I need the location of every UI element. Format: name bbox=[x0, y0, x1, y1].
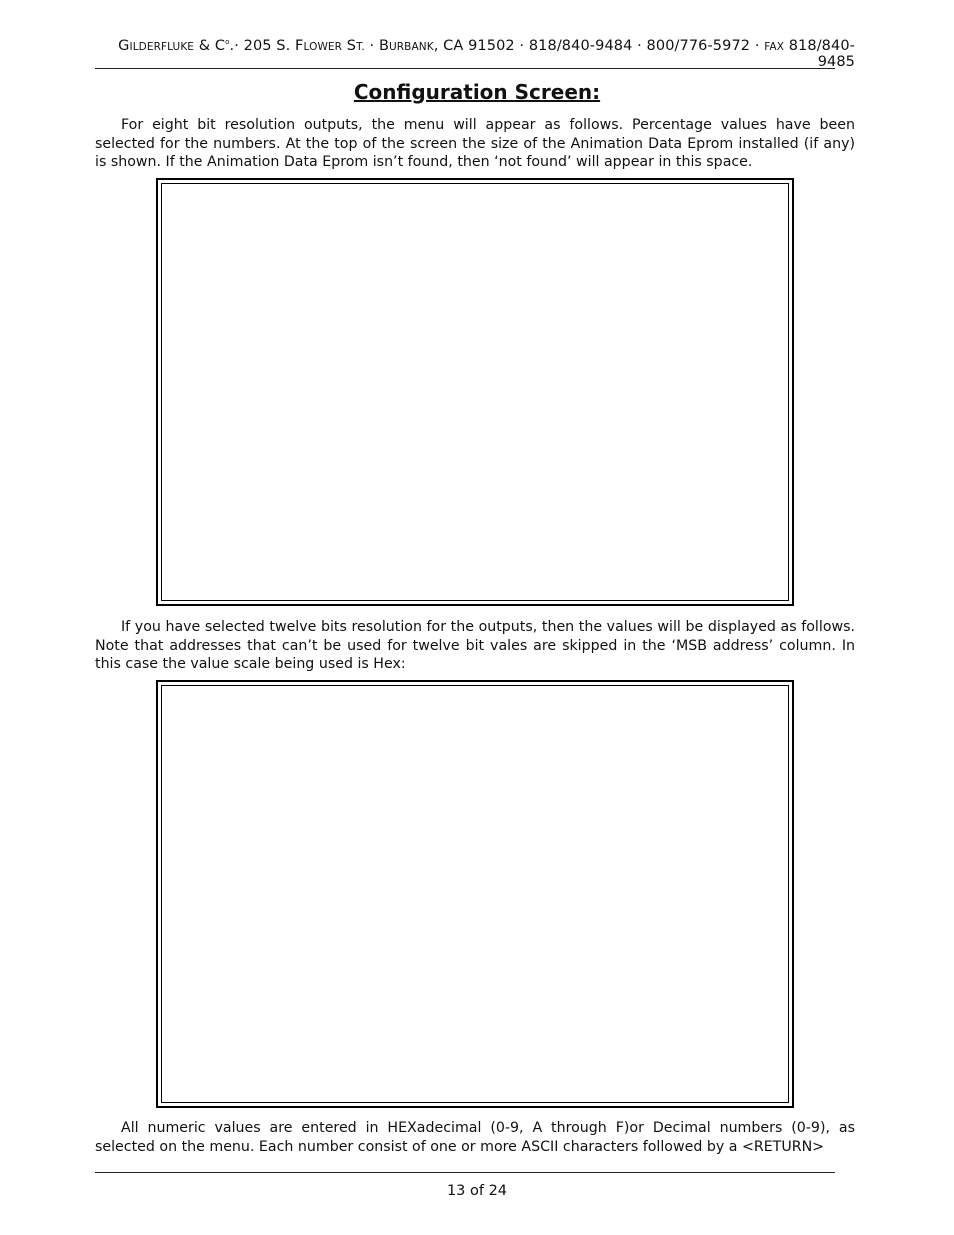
city-initial: B bbox=[378, 38, 389, 54]
street-initial: F bbox=[295, 38, 304, 54]
header-sep-1: .· 205 S. bbox=[229, 38, 296, 54]
footer-rule bbox=[95, 1172, 835, 1173]
header-rule bbox=[95, 68, 835, 69]
st-rest: T. bbox=[356, 41, 365, 53]
page-number: 13 of 24 bbox=[446, 1183, 508, 1199]
company-rest: ILDERFLUKE bbox=[129, 41, 195, 53]
paragraph-twelve-bit: If you have selected twelve bits resolution for the outputs, then the values will be displayed as follows. Note that addresses that can’t be used for twelve bit vales are skipped in the ‘MSB address’ column. In this case the value scale being used is Hex: bbox=[95, 619, 855, 672]
screenshot-frame-inner bbox=[161, 183, 789, 601]
paragraph-numeric-values: All numeric values are entered in HEXadecimal (0-9, A through F)or Decimal numbers (0-9), as selected on the menu. Each number consist of one or more ASCII characters followed by a <RETURN> bbox=[95, 1120, 855, 1155]
company-initial: G bbox=[118, 38, 130, 54]
screenshot-frame-inner bbox=[161, 685, 789, 1103]
fax-label: FAX bbox=[764, 41, 785, 53]
fax-number: 818/840-9485 bbox=[784, 38, 855, 70]
page-header bbox=[95, 38, 855, 70]
screenshot-frame-eight-bit bbox=[156, 178, 794, 606]
header-sep-2: · bbox=[364, 38, 379, 54]
city-rest: URBANK bbox=[389, 41, 434, 53]
company-amp: & C bbox=[194, 38, 226, 54]
city-tail: , CA 91502 · 818/840-9484 · 800/776-5972 · bbox=[433, 38, 765, 54]
street-rest: LOWER bbox=[303, 41, 343, 53]
company-o: o bbox=[225, 38, 230, 47]
page-title: Configuration Screen: bbox=[353, 80, 601, 104]
screenshot-frame-twelve-bit bbox=[156, 680, 794, 1108]
st-initial: S bbox=[342, 38, 357, 54]
paragraph-eight-bit: For eight bit resolution outputs, the menu will appear as follows. Percentage values have been selected for the numbers. At the top of the screen the size of the Animation Data Eprom installed (if any) is shown. If the Animation Data Eprom isn’t found, then ‘not found’ will appear in this space. bbox=[95, 117, 855, 170]
